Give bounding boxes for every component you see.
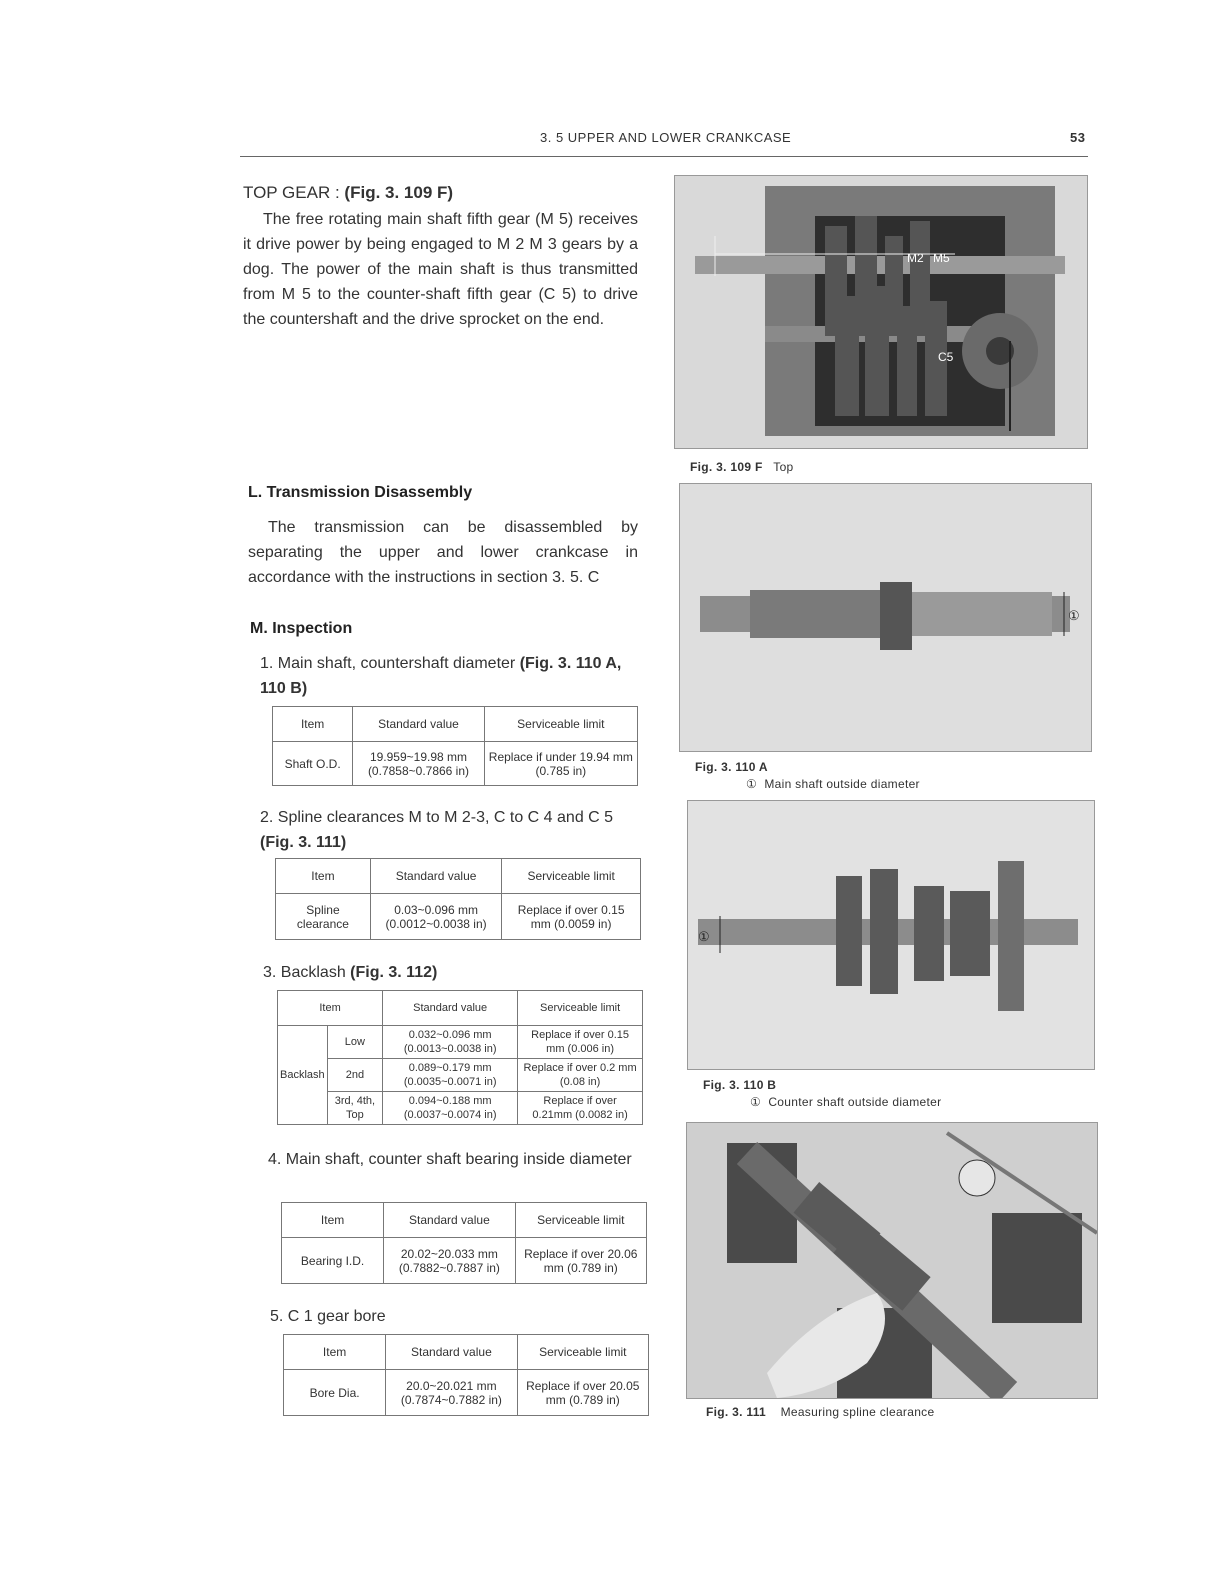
fig-109f-text: Top (773, 460, 794, 474)
cell-item: Spline clearance (276, 894, 371, 940)
col-standard: Standard value (383, 991, 518, 1026)
figure-110a-caption (695, 759, 768, 776)
cell-standard: 20.0~20.021 mm (0.7874~0.7882 in) (386, 1370, 517, 1416)
counter-shaft-illustration (688, 801, 1094, 1069)
inspection-item-5-heading: 5. C 1 gear bore (270, 1308, 386, 1325)
table-header-row (282, 1203, 647, 1238)
table-header-row (278, 991, 643, 1026)
cell-group-label: Backlash (278, 1026, 328, 1125)
col-item: Item (282, 1203, 384, 1238)
marker-1: ① (698, 929, 710, 944)
figure-110a-desc (746, 776, 920, 793)
item-2-title: 2. Spline clearances M to M 2-3, C to C 4 and C 5 (260, 809, 614, 826)
spec-table-shaft-od (272, 706, 638, 786)
col-limit: Serviceable limit (484, 707, 637, 742)
fig-110a-marker: ① (746, 777, 758, 791)
col-item: Item (273, 707, 353, 742)
fig-111-label: Fig. 3. 111 (706, 1405, 767, 1419)
figure-110b-photo (687, 800, 1095, 1070)
item-2-fig-ref: (Fig. 3. 111) (260, 834, 347, 851)
cell-gear: 3rd, 4th, Top (327, 1092, 383, 1125)
cell-limit: Replace if under 19.94 mm (0.785 in) (484, 742, 637, 786)
col-item: Item (278, 991, 383, 1026)
table-row (278, 1026, 643, 1059)
top-gear-title: TOP GEAR : (243, 183, 340, 202)
item-3-fig-ref: (Fig. 3. 112) (350, 964, 438, 981)
cell-limit: Replace if over 20.05 mm (0.789 in) (517, 1370, 648, 1416)
page-number: 53 (1070, 130, 1086, 145)
spec-table-backlash (277, 990, 643, 1125)
figure-109f-caption (690, 459, 794, 476)
figure-109f-photo (674, 175, 1088, 449)
cell-item: Shaft O.D. (273, 742, 353, 786)
top-gear-fig-ref: (Fig. 3. 109 F) (344, 183, 454, 202)
label-c5: C5 (938, 350, 954, 364)
main-shaft-illustration (680, 484, 1091, 751)
cell-standard: 0.03~0.096 mm (0.0012~0.0038 in) (370, 894, 501, 940)
inspection-item-4-heading: 4. Main shaft, counter shaft bearing inside diameter (268, 1151, 632, 1168)
figure-110b-desc (750, 1094, 941, 1111)
col-standard: Standard value (353, 707, 484, 742)
spec-table-bearing-id (281, 1202, 647, 1284)
fig-109f-label: Fig. 3. 109 F (690, 460, 763, 474)
table-header-row (284, 1335, 649, 1370)
inspection-item-2-heading (260, 805, 640, 855)
col-item: Item (276, 859, 371, 894)
label-m5: M5 (933, 251, 950, 265)
section-m-title: M. Inspection (250, 620, 353, 637)
figure-111-photo (686, 1122, 1098, 1399)
cell-limit: Replace if over 0.21mm (0.0082 in) (518, 1092, 643, 1125)
cell-item: Bore Dia. (284, 1370, 386, 1416)
table-row (282, 1238, 647, 1284)
section-l-body: The transmission can be disassembled by separating the upper and lower crankcase in accordance with the instructions in section 3. 5. C (248, 519, 638, 586)
top-gear-heading (243, 180, 638, 205)
label-m2: M2 (907, 251, 924, 265)
col-limit: Serviceable limit (515, 1203, 646, 1238)
col-limit: Serviceable limit (517, 1335, 648, 1370)
cell-gear: 2nd (327, 1059, 383, 1092)
col-standard: Standard value (370, 859, 501, 894)
col-limit: Serviceable limit (502, 859, 641, 894)
transmission-top-illustration (675, 176, 1087, 448)
figure-110b-caption (703, 1077, 776, 1094)
cell-limit: Replace if over 0.15 mm (0.0059 in) (502, 894, 641, 940)
col-limit: Serviceable limit (518, 991, 643, 1026)
header-rule (240, 156, 1088, 157)
section-header: 3. 5 UPPER AND LOWER CRANKCASE (540, 130, 792, 145)
fig-110a-label: Fig. 3. 110 A (695, 760, 768, 774)
table-row (278, 1092, 643, 1125)
top-gear-body: The free rotating main shaft fifth gear (M 5) receives it drive power by being engaged to M 2 M 3 gears by a dog. The power of the main shaft is thus transmitted from M 5 to the counter-shaft fifth gear (C 5) to drive the countershaft and the drive sprocket on the end. (243, 211, 638, 328)
cell-gear: Low (327, 1026, 383, 1059)
figure-111-caption (706, 1404, 934, 1421)
fig-110b-label: Fig. 3. 110 B (703, 1078, 777, 1092)
cell-limit: Replace if over 0.2 mm (0.08 in) (518, 1059, 643, 1092)
table-row (276, 894, 641, 940)
col-standard: Standard value (384, 1203, 515, 1238)
table-row (284, 1370, 649, 1416)
inspection-item-3-heading (263, 960, 643, 985)
cell-item: Bearing I.D. (282, 1238, 384, 1284)
marker-1: ① (1068, 608, 1080, 623)
table-header-row (276, 859, 641, 894)
cell-standard: 0.094~0.188 mm (0.0037~0.0074 in) (383, 1092, 518, 1125)
cell-limit: Replace if over 0.15 mm (0.006 in) (518, 1026, 643, 1059)
spec-table-spline-clearance (275, 858, 641, 940)
spec-table-bore-dia (283, 1334, 649, 1416)
fig-111-text: Measuring spline clearance (780, 1405, 935, 1419)
col-standard: Standard value (386, 1335, 517, 1370)
table-row (273, 742, 638, 786)
item-3-title: 3. Backlash (263, 964, 346, 981)
fig-110b-marker: ① (750, 1095, 762, 1109)
col-item: Item (284, 1335, 386, 1370)
section-l-title: L. Transmission Disassembly (248, 484, 473, 501)
table-header-row (273, 707, 638, 742)
fig-110a-text: Main shaft outside diameter (764, 777, 920, 791)
top-gear-section (243, 180, 638, 332)
figure-110a-photo (679, 483, 1092, 752)
table-row (278, 1059, 643, 1092)
cell-standard: 0.089~0.179 mm (0.0035~0.0071 in) (383, 1059, 518, 1092)
fig-110b-text: Counter shaft outside diameter (768, 1095, 942, 1109)
item-1-fig-ref: (Fig. 3. 110 A, 110 B) (260, 655, 622, 697)
cell-standard: 19.959~19.98 mm (0.7858~0.7866 in) (353, 742, 484, 786)
item-1-title: 1. Main shaft, countershaft diameter (260, 655, 516, 672)
spline-measurement-illustration (687, 1123, 1097, 1398)
cell-standard: 0.032~0.096 mm (0.0013~0.0038 in) (383, 1026, 518, 1059)
inspection-item-1-heading (260, 651, 640, 701)
cell-limit: Replace if over 20.06 mm (0.789 in) (515, 1238, 646, 1284)
cell-standard: 20.02~20.033 mm (0.7882~0.7887 in) (384, 1238, 515, 1284)
